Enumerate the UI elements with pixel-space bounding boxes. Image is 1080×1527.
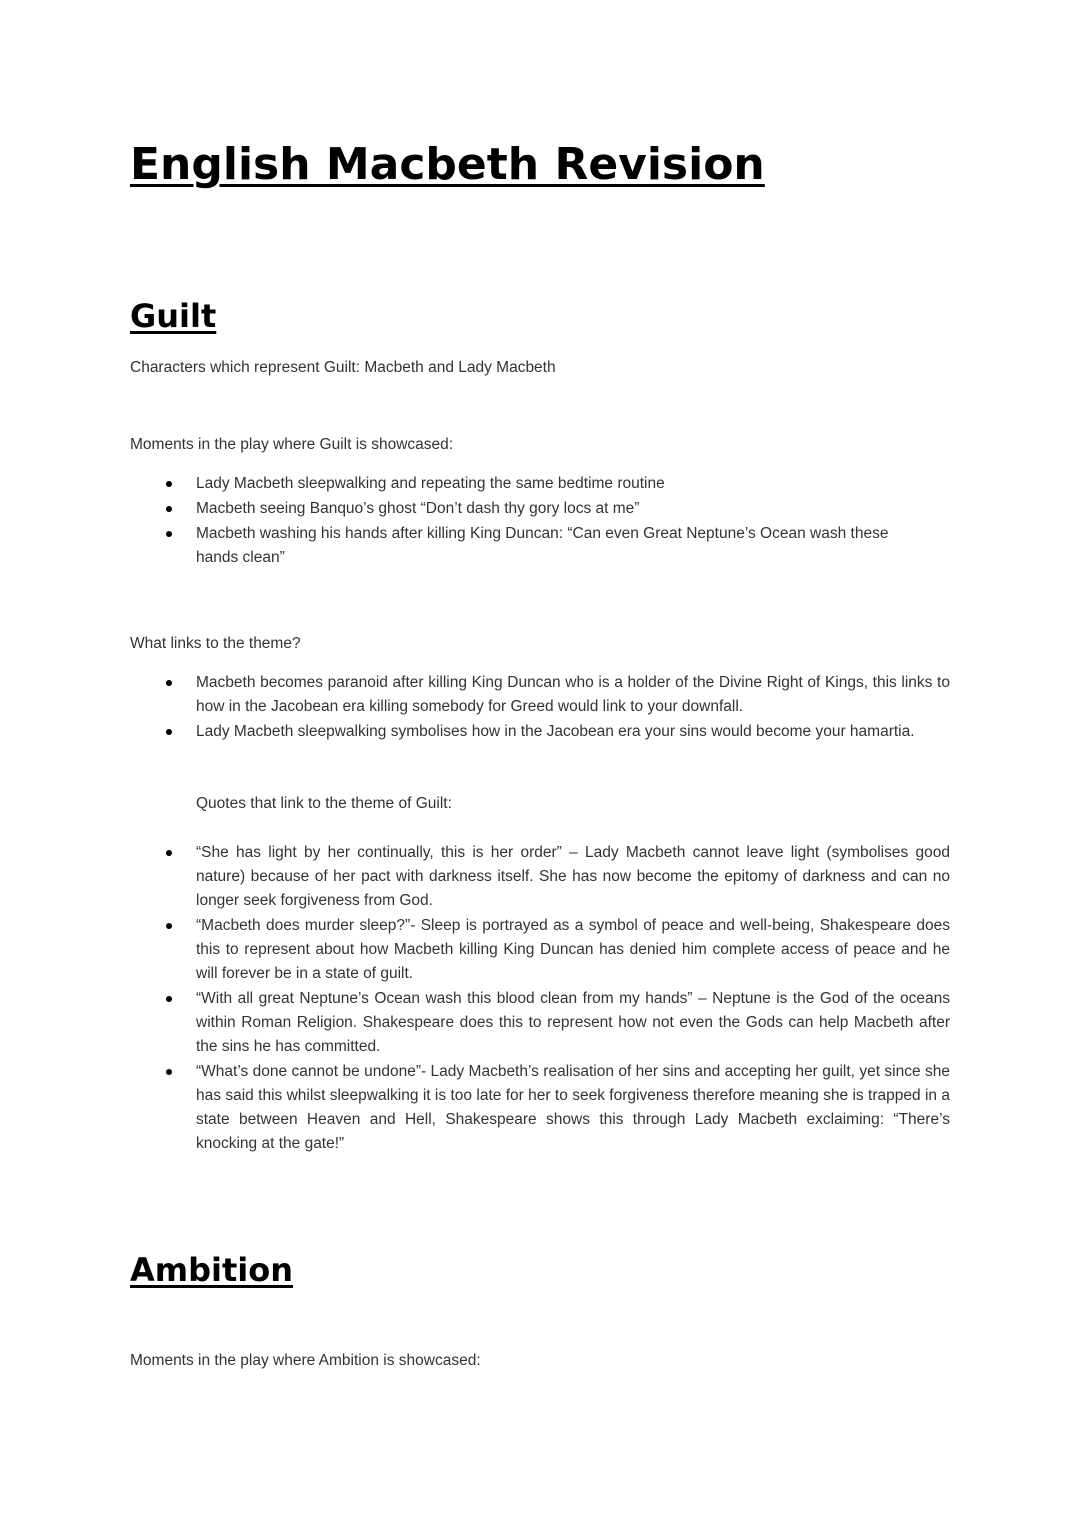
list-item: Macbeth washing his hands after killing King Duncan: “Can even Great Neptune’s Ocean wash these hands clean” [130,522,930,570]
ambition-moments-label: Moments in the play where Ambition is showcased: [130,1352,481,1369]
bullet-icon [166,506,172,512]
bullet-icon [166,1069,172,1075]
bullet-icon [166,850,172,856]
list-item: Macbeth becomes paranoid after killing King Duncan who is a holder of the Divine Right of Kings, this links to how in the Jacobean era killing somebody for Greed would link to your downfall. [130,671,950,719]
guilt-quotes-label: Quotes that link to the theme of Guilt: [196,795,452,812]
list-item: “Macbeth does murder sleep?”- Sleep is portrayed as a symbol of peace and well-being, Shakespeare does this to represent about how Macbeth killing King Duncan has denied him complete access of peace and he will forever be in a state of guilt. [130,914,950,986]
bullet-icon [166,531,172,537]
guilt-moments-list [130,472,930,570]
list-item: Lady Macbeth sleepwalking and repeating the same bedtime routine [130,472,930,496]
bullet-icon [166,680,172,686]
bullet-icon [166,729,172,735]
guilt-characters: Characters which represent Guilt: Macbeth and Lady Macbeth [130,359,556,376]
page-title: English Macbeth Revision [130,139,765,190]
guilt-quotes-list [130,841,950,1156]
guilt-heading: Guilt [130,297,217,335]
list-item: Lady Macbeth sleepwalking symbolises how in the Jacobean era your sins would become your hamartia. [130,720,950,744]
guilt-links-list [130,671,950,744]
bullet-icon [166,923,172,929]
list-item: “What’s done cannot be undone”- Lady Macbeth’s realisation of her sins and accepting her guilt, yet since she has said this whilst sleepwalking it is too late for her to seek forgiveness therefore meaning she is trapped in a state between Heaven and Hell, Shakespeare shows this through Lady Macbeth exclaiming: “There’s knocking at the gate!” [130,1060,950,1156]
list-item: “She has light by her continually, this is her order” – Lady Macbeth cannot leave light (symbolises good nature) because of her pact with darkness itself. She has now become the epitomy of darkness and can no longer seek forgiveness from God. [130,841,950,913]
guilt-links-label: What links to the theme? [130,635,301,652]
bullet-icon [166,996,172,1002]
bullet-icon [166,481,172,487]
ambition-heading: Ambition [130,1251,294,1289]
list-item: “With all great Neptune’s Ocean wash this blood clean from my hands” – Neptune is the God of the oceans within Roman Religion. Shakespeare does this to represent how not even the Gods can help Macbeth after the sins he has committed. [130,987,950,1059]
list-item: Macbeth seeing Banquo’s ghost “Don’t dash thy gory locs at me” [130,497,930,521]
guilt-moments-label: Moments in the play where Guilt is showcased: [130,436,454,453]
